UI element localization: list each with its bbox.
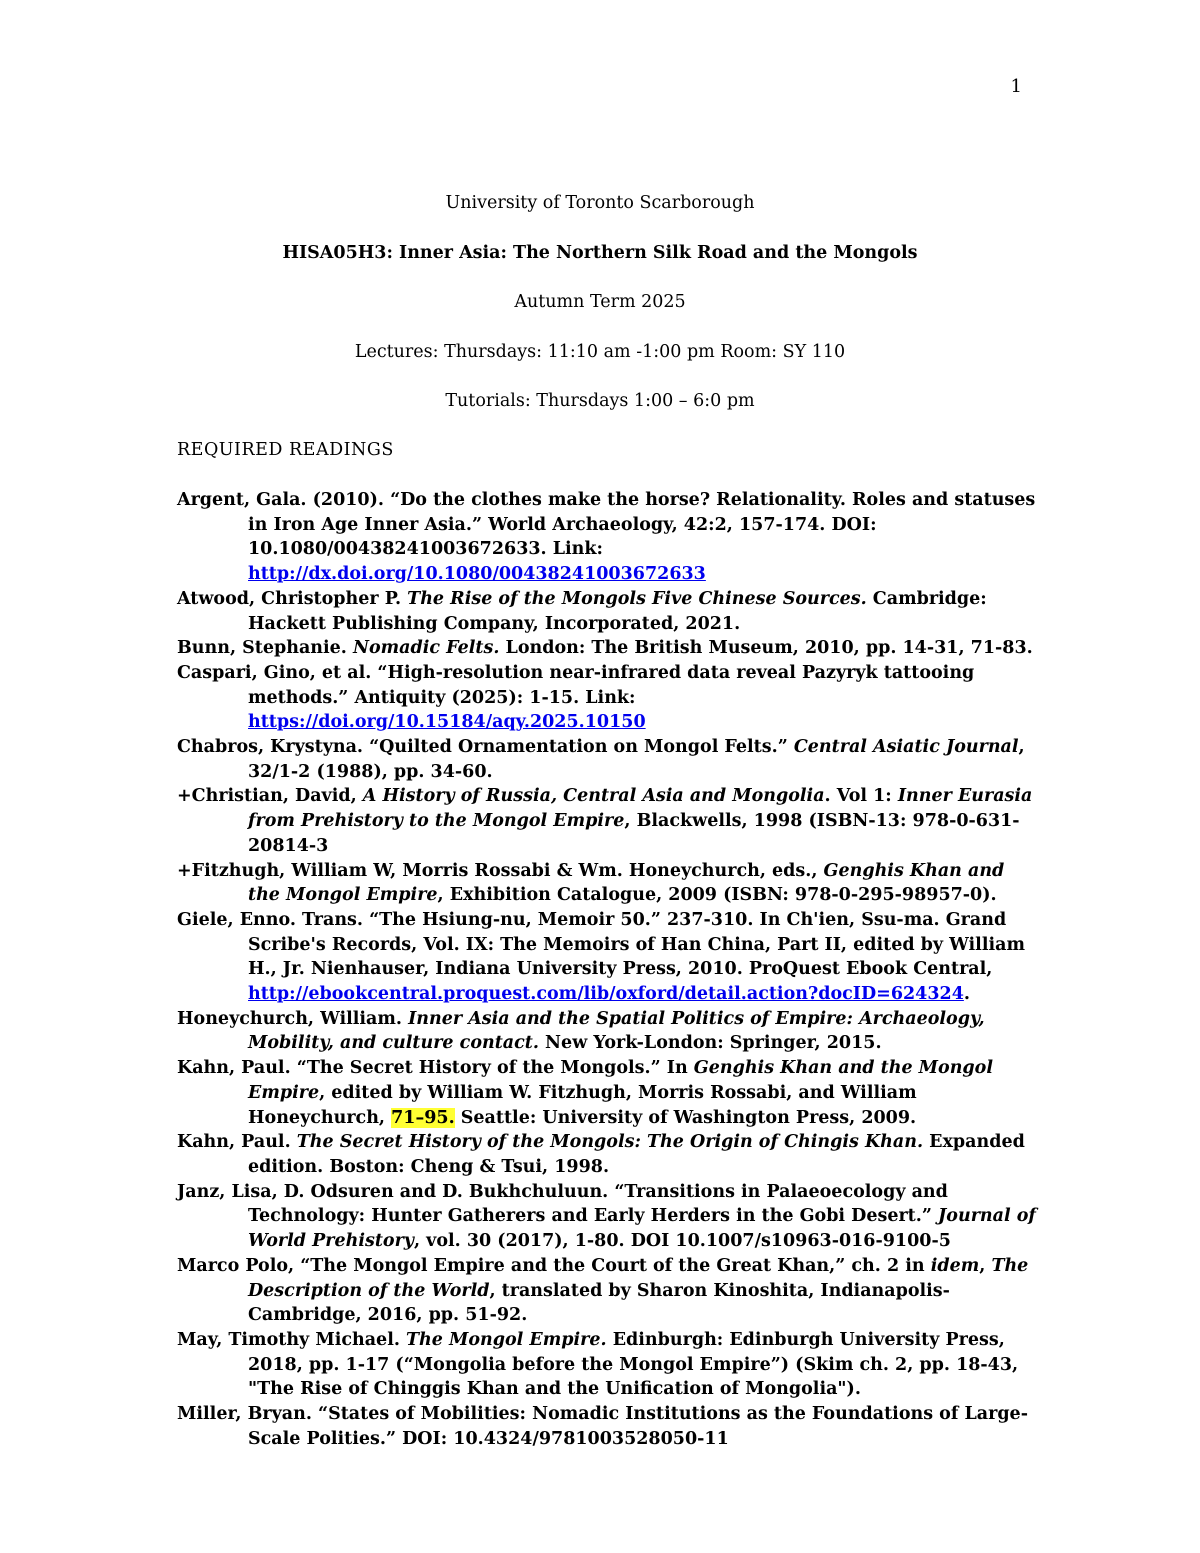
ref-title: A History of Russia, Central Asia and Mongolia: [362, 786, 825, 807]
reference-atwood: [177, 587, 1037, 636]
ref-text: Caspari, Gino, et al. “High-resolution near-infrared data reveal Pazyryk tattooing methods.” Antiquity (2025): 1-15. Link:: [177, 662, 975, 708]
ref-text: ,: [979, 1255, 992, 1276]
reference-bunn: [177, 636, 1037, 661]
ref-text: . Vol 1:: [824, 786, 898, 807]
ebook-link[interactable]: http://ebookcentral.proquest.com/lib/oxford/detail.action?docID=624324: [248, 984, 964, 1005]
reference-polo: [177, 1254, 1037, 1328]
ref-text: Chabros, Krystyna. “Quilted Ornamentation on Mongol Felts.”: [177, 737, 794, 758]
ref-text: , edited by William W. Fitzhugh, Morris Rossabi, and William Honeychurch,: [248, 1082, 917, 1128]
reference-kahn-book: [177, 1130, 1037, 1179]
lecture-schedule: Lectures: Thursdays: 11:10 am -1:00 pm Room: SY 110: [354, 342, 846, 362]
institution-name: University of Toronto Scarborough: [445, 193, 755, 213]
ref-text: Cambridge: Hackett Publishing Company, Incorporated, 2021.: [248, 588, 987, 634]
section-heading: REQUIRED READINGS: [177, 440, 394, 460]
ref-text: Janz, Lisa, D. Odsuren and D. Bukhchuluun. “Transitions in Palaeoecology and Technology: Hunter Gatherers and Early Herders in the Gobi Desert.”: [177, 1181, 948, 1227]
ref-title: Nomadic Felts.: [353, 638, 500, 659]
doi-link[interactable]: http://dx.doi.org/10.1080/00438241003672633: [248, 564, 706, 585]
ref-text: New York-London: Springer, 2015.: [538, 1033, 882, 1054]
ref-text: London: The British Museum, 2010, pp. 14-31, 71-83.: [499, 638, 1033, 659]
ref-title: Journal of World Prehistory: [248, 1206, 1036, 1252]
ref-title: idem: [930, 1255, 980, 1276]
term: Autumn Term 2025: [514, 292, 686, 312]
page-number: 1: [1010, 76, 1022, 97]
ref-text: +Christian, David,: [177, 786, 363, 807]
ref-text: Argent, Gala. (2010). “Do the clothes make the horse? Relationality. Roles and statuses in Iron Age Inner Asia.” World Archaeology, 42:2, 157-174. DOI: 10.1080/00438241003672633. Link:: [177, 490, 1036, 560]
reference-caspari: [177, 661, 1037, 735]
reference-kahn-chapter: [177, 1056, 1037, 1130]
ref-text: Seattle: University of Washington Press, 2009.: [454, 1107, 917, 1128]
reference-christian: [177, 784, 1037, 858]
ref-text: Edinburgh: Edinburgh University Press, 2018, pp. 1-17 (“Mongolia before the Mongol Empire”) (Skim ch. 2, pp. 18-43, "The Rise of Chinggis Khan and the Unification of Mongolia").: [248, 1329, 1019, 1400]
ref-title: Central Asiatic Journal: [793, 737, 1019, 758]
reference-fitzhugh: [177, 859, 1037, 908]
ref-text: .: [963, 984, 970, 1005]
ref-text: , Exhibition Catalogue, 2009 (ISBN: 978-0-295-98957-0).: [437, 885, 997, 906]
reference-miller: [177, 1402, 1037, 1451]
ref-text: +Fitzhugh, William W, Morris Rossabi & Wm. Honeychurch, eds.,: [177, 860, 824, 881]
ref-text: , translated by Sharon Kinoshita, Indianapolis-Cambridge, 2016, pp. 51-92.: [248, 1280, 950, 1326]
ref-text: Giele, Enno. Trans. “The Hsiung-nu, Memoir 50.” 237-310. In Ch'ien, Ssu-ma. Grand Scribe's Records, Vol. IX: The Memoirs of Han China, Part II, edited by William H., Jr. Nienhauser, Indiana University Press, 2010. ProQuest Ebook Central,: [177, 909, 1025, 980]
ref-title: The Mongol Empire.: [406, 1329, 607, 1350]
ref-title: Genghis Khan and the Mongol Empire: [248, 860, 1005, 906]
ref-text: , 32/1-2 (1988), pp. 34-60.: [248, 737, 1025, 782]
ref-text: Marco Polo, “The Mongol Empire and the Court of the Great Khan,” ch. 2 in: [177, 1255, 931, 1276]
ref-title: The Rise of the Mongols Five Chinese Sources.: [407, 588, 867, 609]
ref-text: Atwood, Christopher P.: [177, 588, 408, 609]
ref-text: Bunn, Stephanie.: [177, 638, 353, 659]
reference-giele: [177, 908, 1037, 1007]
ref-title: Inner Asia and the Spatial Politics of Empire: Archaeology, Mobility, and culture contact.: [248, 1008, 985, 1054]
ref-text: Kahn, Paul. “The Secret History of the Mongols.” In: [177, 1058, 694, 1079]
ref-text: Honeychurch, William.: [177, 1008, 409, 1029]
ref-text: , Blackwells, 1998 (ISBN-13: 978-0-631-20814-3: [248, 811, 1020, 856]
ref-text: Miller, Bryan. “States of Mobilities: Nomadic Institutions as the Foundations of Large-Scale Polities.” DOI: 10.4324/9781003528050-11: [177, 1404, 1028, 1449]
ref-text: Kahn, Paul.: [177, 1132, 297, 1153]
reading-list: [177, 488, 1037, 1451]
ref-title: The Secret History of the Mongols: The Origin of Chingis Khan.: [296, 1132, 924, 1153]
reference-may: [177, 1328, 1037, 1402]
ref-text: May, Timothy Michael.: [177, 1329, 407, 1350]
reference-honeychurch: [177, 1007, 1037, 1056]
ref-text: , vol. 30 (2017), 1-80. DOI 10.1007/s10963-016-9100-5: [413, 1231, 951, 1252]
doi-link[interactable]: https://doi.org/10.15184/aqy.2025.10150: [248, 712, 646, 733]
tutorial-schedule: Tutorials: Thursdays 1:00 – 6:0 pm: [445, 391, 755, 411]
ref-title: Inner Eurasia from Prehistory to the Mongol Empire: [248, 786, 1033, 832]
reference-chabros: [177, 735, 1037, 784]
reference-janz: [177, 1180, 1037, 1254]
ref-title: The Description of the World: [248, 1255, 1029, 1301]
ref-text: Expanded edition. Boston: Cheng & Tsui, 1998.: [248, 1132, 1025, 1177]
ref-title: Genghis Khan and the Mongol Empire: [248, 1058, 993, 1103]
reference-argent: [177, 488, 1037, 587]
course-title: HISA05H3: Inner Asia: The Northern Silk Road and the Mongols: [282, 243, 918, 263]
highlighted-pages: 71–95.: [391, 1107, 455, 1128]
